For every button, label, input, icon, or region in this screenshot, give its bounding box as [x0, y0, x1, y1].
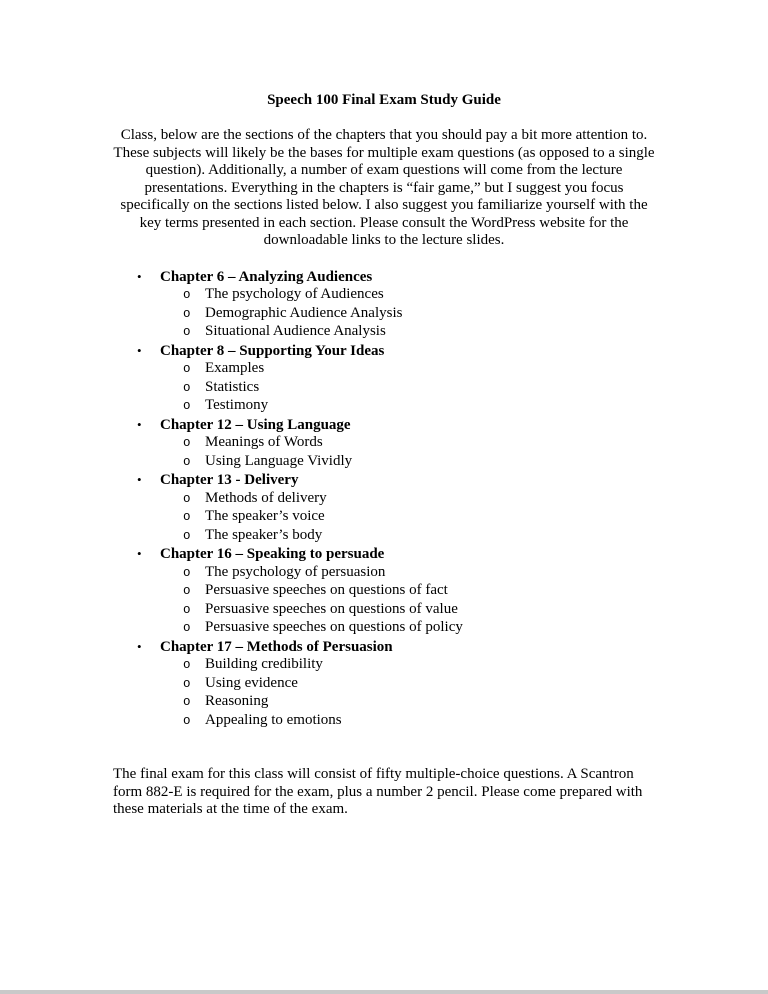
- chapter-item: [113, 471, 655, 545]
- chapter-heading-row: [113, 471, 655, 490]
- disc-bullet-icon: •: [137, 416, 142, 432]
- chapter-heading: Chapter 6 – Analyzing Audiences: [160, 268, 373, 285]
- subtopic-item: [113, 397, 655, 416]
- circle-bullet-icon: o: [183, 399, 191, 413]
- circle-bullet-icon: o: [183, 713, 191, 728]
- subtopic-label: Methods of delivery: [205, 489, 327, 506]
- circle-bullet-icon: o: [183, 528, 191, 543]
- disc-bullet-icon: •: [137, 268, 142, 284]
- document-title: Speech 100 Final Exam Study Guide: [267, 92, 501, 108]
- chapter-heading-row: [113, 268, 655, 287]
- subtopic-item: [113, 527, 655, 546]
- chapter-heading-row: [113, 416, 655, 435]
- disc-bullet-icon: •: [137, 472, 142, 487]
- subtopic-item: [113, 379, 655, 398]
- closing-paragraph: The final exam for this class will consist of fifty multiple-choice questions. A Scantron form 882-E is required for the exam, plus a number 2 pencil. Please come prepared with these materials at the time of the exam.: [113, 766, 643, 817]
- circle-bullet-icon: o: [183, 510, 191, 524]
- chapter-list: [113, 268, 655, 731]
- subtopic-item: [113, 693, 655, 712]
- subtopic-label: The speaker’s body: [205, 526, 323, 543]
- subtopic-item: [113, 712, 655, 731]
- subtopic-label: Examples: [205, 360, 265, 376]
- subtopic-item: [113, 490, 655, 509]
- chapter-heading-row: [113, 342, 655, 361]
- chapter-item: [113, 638, 655, 731]
- chapter-item: [113, 342, 655, 416]
- chapter-heading: Chapter 12 – Using Language: [160, 416, 351, 433]
- circle-bullet-icon: o: [183, 602, 191, 617]
- subtopic-list: [113, 490, 655, 546]
- subtopic-list: [113, 564, 655, 638]
- subtopic-item: [113, 675, 655, 694]
- subtopic-list: [113, 434, 655, 471]
- subtopic-item: [113, 323, 655, 342]
- subtopic-label: The psychology of Audiences: [205, 286, 384, 302]
- subtopic-item: [113, 582, 655, 601]
- subtopic-item: [113, 619, 655, 638]
- subtopic-item: [113, 434, 655, 453]
- circle-bullet-icon: o: [183, 658, 191, 672]
- subtopic-label: Using Language Vividly: [205, 452, 353, 469]
- circle-bullet-icon: o: [183, 454, 191, 469]
- intro-paragraph: Class, below are the sections of the chapters that you should pay a bit more attention to. These subjects will likely be the bases for multiple exam questions (as opposed to a single question). Additionally, a number of exam questions will come from the lecture presentations. Everything in the chapters is “fair game,” but I suggest you focus specifically on the sections listed below. I also suggest you familiarize yourself with the key terms presented in each section. Please consult the WordPress website for the downloadable links to the lecture slides.: [113, 127, 655, 248]
- subtopic-item: [113, 453, 655, 472]
- subtopic-item: [113, 656, 655, 675]
- subtopic-label: Building credibility: [205, 656, 323, 672]
- subtopic-label: Testimony: [205, 397, 269, 413]
- circle-bullet-icon: o: [183, 306, 191, 321]
- subtopic-item: [113, 305, 655, 324]
- chapter-heading: Chapter 8 – Supporting Your Ideas: [160, 342, 385, 359]
- disc-bullet-icon: •: [137, 546, 142, 561]
- subtopic-list: [113, 360, 655, 416]
- subtopic-list: [113, 286, 655, 342]
- subtopic-list: [113, 656, 655, 730]
- subtopic-item: [113, 508, 655, 527]
- circle-bullet-icon: o: [183, 436, 191, 450]
- page-bottom-edge: [0, 990, 768, 994]
- circle-bullet-icon: o: [183, 362, 191, 376]
- circle-bullet-icon: o: [183, 325, 191, 339]
- subtopic-label: Reasoning: [205, 693, 269, 709]
- subtopic-label: Persuasive speeches on questions of fact: [205, 582, 448, 598]
- chapter-heading: Chapter 13 - Delivery: [160, 472, 299, 488]
- subtopic-item: [113, 564, 655, 583]
- circle-bullet-icon: o: [183, 565, 191, 580]
- subtopic-label: Statistics: [205, 378, 260, 395]
- subtopic-label: The psychology of persuasion: [205, 563, 386, 580]
- subtopic-item: [113, 286, 655, 305]
- chapter-heading-row: [113, 545, 655, 564]
- chapter-heading: Chapter 16 – Speaking to persuade: [160, 546, 385, 562]
- subtopic-label: Persuasive speeches on questions of policy: [205, 619, 463, 635]
- chapter-heading-row: [113, 638, 655, 657]
- subtopic-item: [113, 360, 655, 379]
- subtopic-label: The speaker’s voice: [205, 508, 325, 524]
- subtopic-label: Meanings of Words: [205, 434, 323, 450]
- circle-bullet-icon: o: [183, 584, 191, 598]
- subtopic-label: Persuasive speeches on questions of value: [205, 600, 458, 617]
- chapter-heading: Chapter 17 – Methods of Persuasion: [160, 638, 393, 655]
- subtopic-label: Appealing to emotions: [205, 711, 342, 728]
- chapter-item: [113, 416, 655, 472]
- chapter-item: [113, 545, 655, 638]
- subtopic-label: Demographic Audience Analysis: [205, 304, 403, 321]
- subtopic-item: [113, 601, 655, 620]
- chapter-item: [113, 268, 655, 342]
- disc-bullet-icon: •: [137, 342, 142, 358]
- subtopic-label: Using evidence: [205, 674, 298, 691]
- circle-bullet-icon: o: [183, 621, 191, 635]
- subtopic-label: Situational Audience Analysis: [205, 323, 386, 339]
- circle-bullet-icon: o: [183, 288, 191, 302]
- circle-bullet-icon: o: [183, 676, 191, 691]
- circle-bullet-icon: o: [183, 695, 191, 709]
- circle-bullet-icon: o: [183, 380, 191, 395]
- disc-bullet-icon: •: [137, 638, 142, 654]
- circle-bullet-icon: o: [183, 491, 191, 506]
